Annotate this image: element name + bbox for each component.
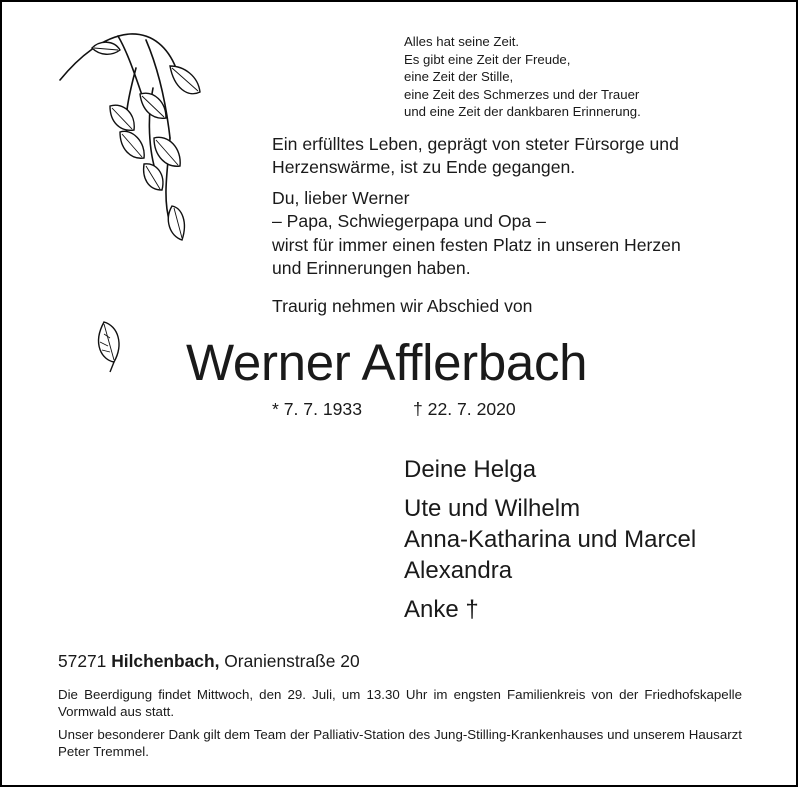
death-date: † 22. 7. 2020 xyxy=(413,399,516,419)
birth-date: * 7. 7. 1933 xyxy=(272,399,362,419)
postal-code: 57271 xyxy=(58,651,107,671)
thanks-notice: Unser besonderer Dank gilt dem Team der Palliativ-Station des Jung-Stilling-Krankenhauses und unserem Hausarzt Peter Tremmel. xyxy=(58,727,742,759)
poem-line: Es gibt eine Zeit der Freude, xyxy=(404,51,571,67)
poem-line: Alles hat seine Zeit. xyxy=(404,34,520,49)
address-line: und Erinnerungen haben. xyxy=(272,258,471,279)
birch-branch-icon xyxy=(58,28,208,258)
farewell-line: Traurig nehmen wir Abschied von xyxy=(272,296,533,316)
mourner-spouse: Deine Helga xyxy=(404,456,537,483)
mourner-family: Anna-Katharina und Marcel xyxy=(404,526,697,553)
intro-line: Ein erfülltes Leben, geprägt von steter Fürsorge und xyxy=(272,134,679,154)
intro-line: Herzenswärme, ist zu Ende gegangen. xyxy=(272,157,576,178)
city: Hilchenbach, xyxy=(111,651,220,671)
poem-block xyxy=(404,33,641,121)
street: Oranienstraße 20 xyxy=(224,651,360,671)
address-line: Du, lieber Werner xyxy=(272,188,410,208)
funeral-notice: Die Beerdigung findet Mittwoch, den 29. Juli, um 13.30 Uhr im engsten Familienkreis von der Friedhofskapelle Vormwald aus statt. xyxy=(58,687,742,719)
personal-address-paragraph xyxy=(272,187,681,281)
mourners-list xyxy=(404,454,696,625)
address-line: wirst für immer einen festen Platz in unseren Herzen xyxy=(272,234,681,255)
mourner-family: Alexandra xyxy=(404,557,513,584)
family-address xyxy=(58,651,360,672)
falling-leaf-icon xyxy=(90,318,124,374)
poem-line: eine Zeit des Schmerzes und der Trauer xyxy=(404,86,640,102)
poem-line: eine Zeit der Stille, xyxy=(404,69,514,84)
mourner-late: Anke † xyxy=(404,596,479,623)
mourner-family: Ute und Wilhelm xyxy=(404,495,581,522)
address-line: – Papa, Schwiegerpapa und Opa – xyxy=(272,211,546,232)
deceased-name: Werner Afflerbach xyxy=(186,334,588,391)
intro-paragraph xyxy=(272,133,679,180)
poem-line: und eine Zeit der dankbaren Erinnerung. xyxy=(404,104,641,119)
